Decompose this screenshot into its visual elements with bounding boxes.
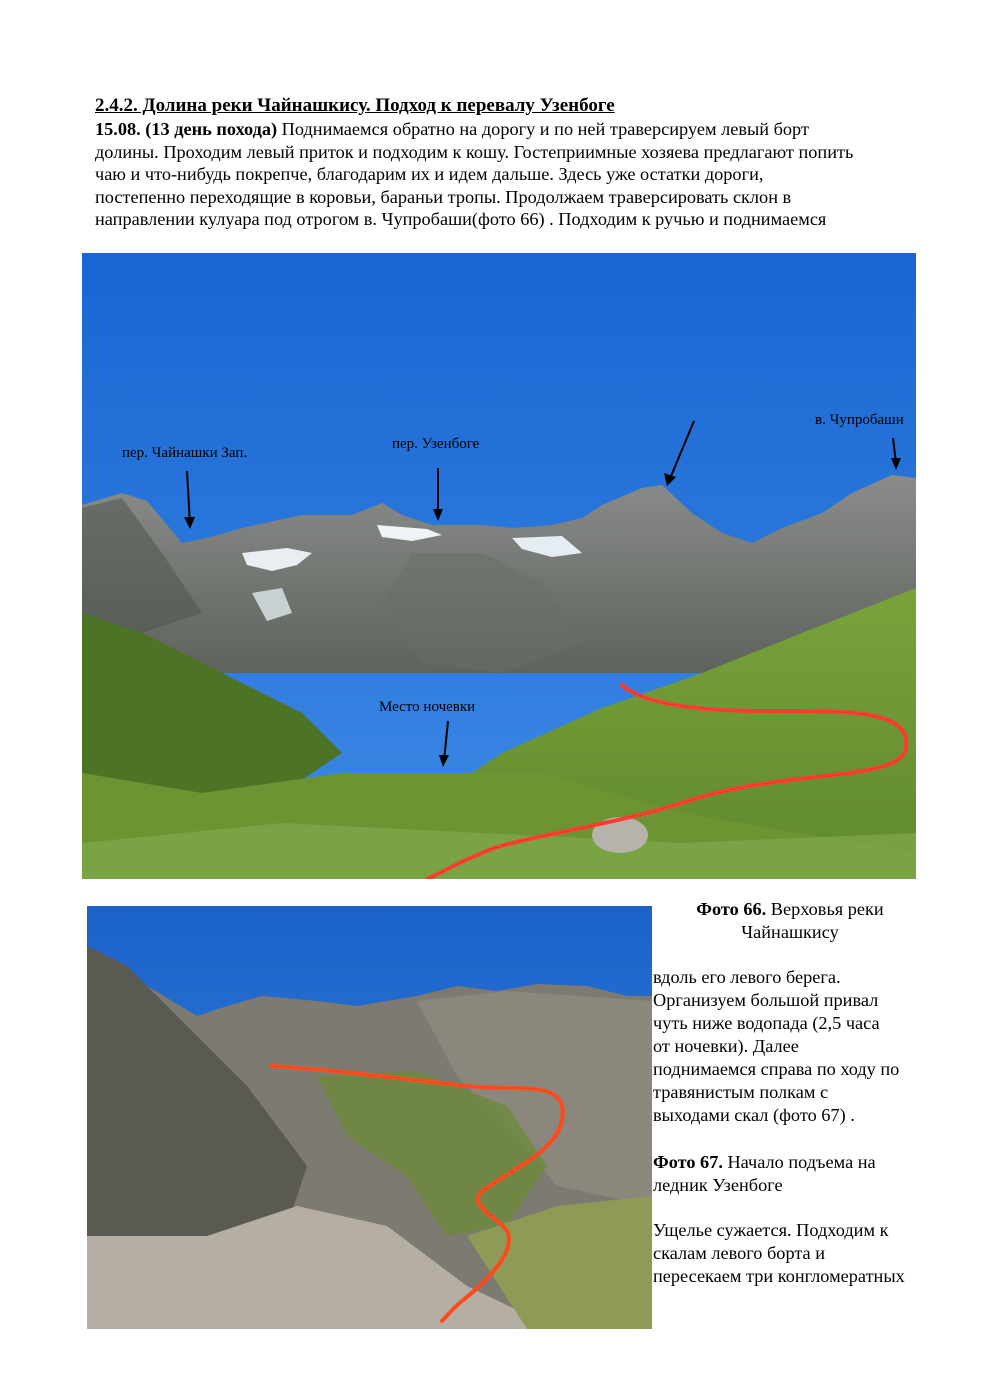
intro-line-1-text: Поднимаемся обратно на дорогу и по ней траверсируем левый борт (277, 119, 809, 139)
side2-line-1: Ущелье сужается. Подходим к (653, 1220, 889, 1240)
side-line-4: от ночевки). Далее (653, 1036, 799, 1056)
photo-66-valley (82, 253, 916, 879)
label-peak-chuprobashi: в. Чупробаши (815, 412, 904, 428)
intro-line-5: направлении кулуара под отрогом в. Чупробаши(фото 66) . Подходим к ручью и поднимаемся (95, 209, 827, 229)
caption-67-line2: ледник Узенбоге (653, 1175, 783, 1195)
side-line-1: вдоль его левого берега. (653, 967, 841, 987)
label-pass-chainashki-west: пер. Чайнашки Зап. (122, 445, 248, 461)
side2-line-3: пересекаем три конгломератных (653, 1266, 905, 1286)
intro-line-2: долины. Проходим левый приток и подходим к кошу. Гостеприимные хозяева предлагают попить (95, 141, 854, 162)
caption-66-text: Верховья реки (766, 899, 884, 919)
intro-line-3: чаю и что-нибудь покрепче, благодарим их и идем дальше. Здесь уже остатки дороги, (95, 164, 764, 184)
caption-photo-66 (660, 898, 920, 944)
caption-67-text: Начало подъема на (722, 1152, 876, 1172)
label-camp: Место ночевки (379, 699, 476, 715)
intro-line-4: постепенно переходящие в коровьи, бараньи тропы. Продолжаем траверсировать склон в (95, 186, 792, 207)
caption-66-line2: Чайнашкису (741, 922, 839, 942)
caption-67-number: Фото 67. (653, 1152, 723, 1172)
label-pass-uzenboge: пер. Узенбоге (392, 436, 480, 452)
side-line-7: выходами скал (фото 67) . (653, 1105, 855, 1125)
intro-paragraph (95, 118, 935, 231)
caption-photo-67 (653, 1151, 953, 1197)
caption-66-number: Фото 66. (696, 899, 767, 919)
intro-date: 15.08. (13 день похода) (95, 119, 278, 139)
photo-67-gorge (87, 906, 652, 1329)
side-text-1 (653, 966, 953, 1127)
intro-line-1 (95, 118, 935, 141)
side-line-6: травянистым полкам с (653, 1082, 829, 1102)
side-line-3: чуть ниже водопада (2,5 часа (653, 1013, 880, 1033)
side2-line-2: скалам левого борта и (653, 1243, 826, 1263)
section-heading: 2.4.2. Долина реки Чайнашкису. Подход к перевалу Узенбоге (95, 95, 615, 116)
side-line-5: поднимаемся справа по ходу по (653, 1059, 900, 1079)
side-line-2: Организуем большой привал (653, 990, 879, 1010)
side-text-2 (653, 1219, 953, 1288)
caption-67-line1 (653, 1151, 953, 1174)
